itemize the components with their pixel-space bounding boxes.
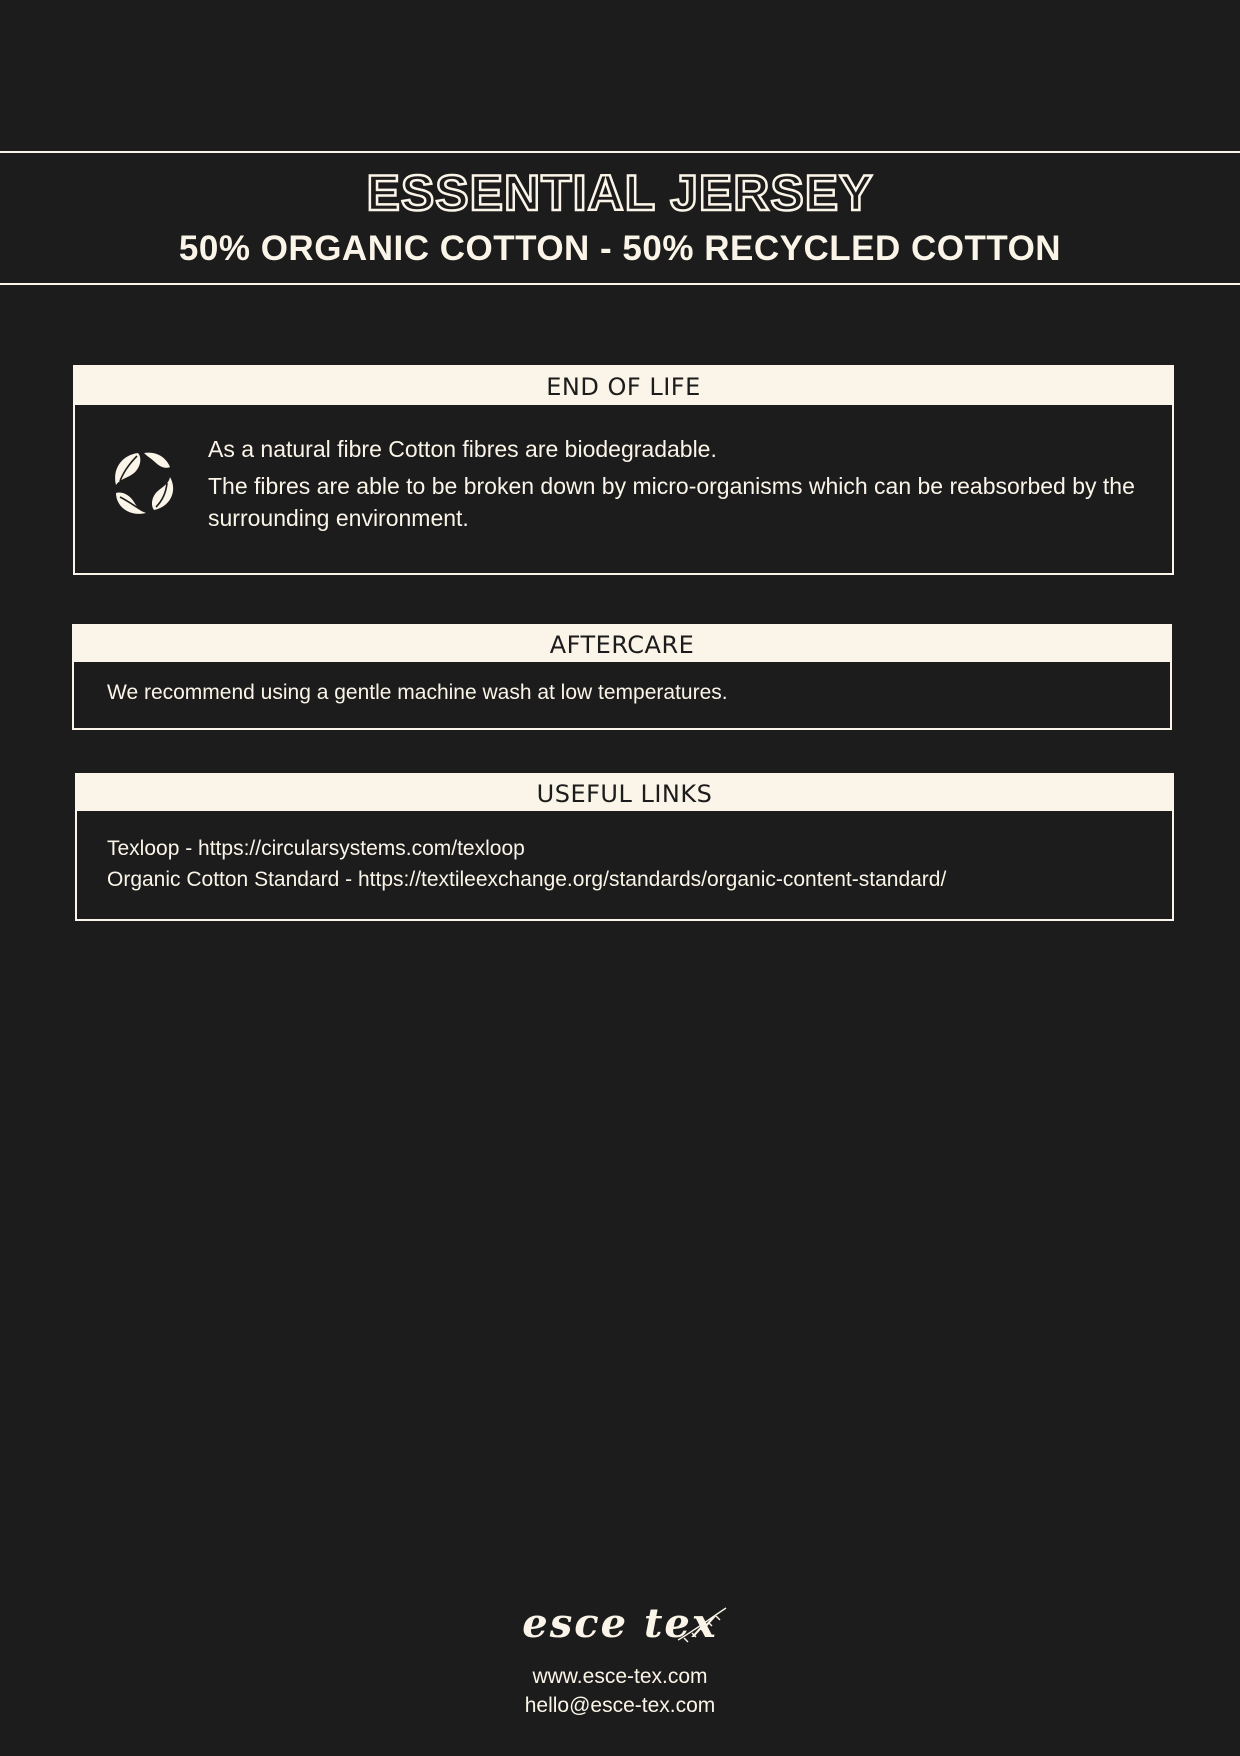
end-of-life-panel	[73, 365, 1174, 575]
brand-logo	[522, 1600, 717, 1648]
footer	[0, 1600, 1240, 1720]
useful-links-heading: USEFUL LINKS	[77, 775, 1172, 813]
page-subtitle: 50% ORGANIC COTTON - 50% RECYCLED COTTON	[178, 229, 1062, 268]
brand-logo-text: esce tex	[522, 1600, 718, 1647]
end-of-life-paragraph: As a natural fibre Cotton fibres are biodegradable.	[208, 436, 717, 462]
page-header	[0, 151, 1240, 285]
useful-links-panel	[75, 773, 1174, 921]
aftercare-panel	[72, 624, 1172, 730]
aftercare-heading: AFTERCARE	[74, 626, 1170, 664]
logo-stitch-icon	[674, 1604, 730, 1644]
website-link[interactable]: www.esce-tex.com	[532, 1665, 708, 1688]
recycle-leaves-icon	[108, 447, 178, 517]
page-title: ESSENTIAL JERSEY	[366, 165, 874, 221]
end-of-life-text	[208, 433, 1148, 539]
end-of-life-heading: END OF LIFE	[75, 367, 1172, 407]
aftercare-text: We recommend using a gentle machine wash at low temperatures.	[107, 681, 728, 704]
end-of-life-paragraph: The fibres are able to be broken down by micro-organisms which can be reabsorbed by the surrounding environment.	[208, 473, 1135, 531]
link-organic-cotton-standard[interactable]: Organic Cotton Standard - https://textileexchange.org/standards/organic-content-standard/	[107, 868, 947, 891]
link-texloop[interactable]: Texloop - https://circularsystems.com/texloop	[107, 837, 525, 860]
email-link[interactable]: hello@esce-tex.com	[524, 1694, 716, 1717]
